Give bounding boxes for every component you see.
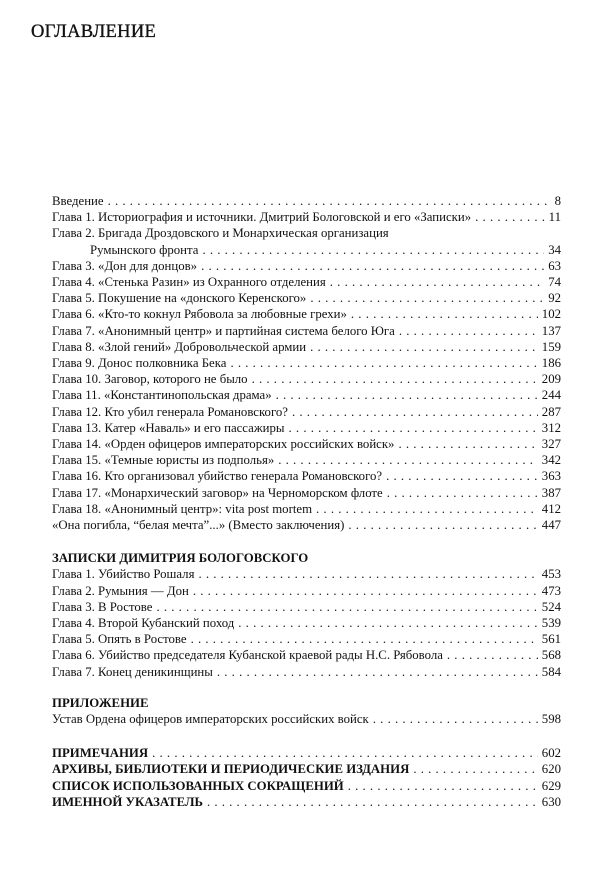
notes-entries (52, 566, 561, 679)
toc-entry-title: Глава 16. Кто организовал убийство генерала Романовского? (52, 469, 383, 484)
toc-entry-page: 447 (541, 518, 561, 533)
appendix-entries (52, 711, 561, 727)
toc-entry-page: 209 (541, 372, 561, 387)
dot-leader (310, 290, 544, 306)
section-heading: ЗАПИСКИ ДИМИТРИЯ БОЛОГОВСКОГО (52, 551, 309, 566)
dot-leader (310, 339, 538, 355)
dot-leader (207, 794, 538, 810)
toc-entry[interactable] (52, 599, 561, 615)
toc-entry[interactable] (52, 209, 561, 225)
toc-entry-title: Глава 17. «Монархический заговор» на Черноморском флоте (52, 485, 383, 500)
toc-entry-title: Глава 8. «Злой гений» Добровольческой армии (52, 339, 307, 354)
toc-entry-title: Глава 9. Донос полковника Бека (52, 356, 227, 371)
dot-leader (108, 193, 551, 209)
dot-leader (316, 501, 538, 517)
toc-entry-title: Глава 2. Румыния — Дон (52, 583, 189, 598)
toc-entry-title: Глава 4. Второй Кубанский поход (52, 616, 235, 631)
toc-entry-title: Глава 4. «Стенька Разин» из Охранного отделения (52, 275, 326, 290)
toc-entry-page: 34 (548, 242, 561, 257)
toc-entry-page: 412 (541, 501, 561, 516)
toc-entry[interactable] (52, 468, 561, 484)
toc-entry-page: 539 (541, 616, 561, 631)
toc-entry[interactable] (52, 420, 561, 436)
dot-leader (217, 664, 538, 680)
toc-entry[interactable] (52, 323, 561, 339)
toc-entry-page: 63 (548, 258, 561, 273)
toc-entry-title: Глава 6. Убийство председателя Кубанской краевой рады Н.С. Рябовола (52, 648, 443, 663)
toc-entry-title: Глава 1. Убийство Рошаля (52, 567, 195, 582)
toc-entry[interactable] (52, 647, 561, 663)
toc-entry-page: 584 (541, 664, 561, 679)
toc-entry-title: Глава 12. Кто убил генерала Романовского? (52, 404, 288, 419)
toc-entry-page: 342 (541, 453, 561, 468)
dot-leader (398, 436, 537, 452)
toc-entry-title: Глава 2. Бригада Дроздовского и Монархическая организация (52, 226, 389, 241)
dot-leader (152, 745, 538, 761)
dot-leader (387, 485, 538, 501)
toc-entry[interactable] (52, 339, 561, 355)
table-of-contents (52, 193, 561, 810)
toc-entry-page: 92 (548, 291, 561, 306)
toc-entry-page: 561 (541, 632, 561, 647)
toc-entry-title: Глава 3. В Ростове (52, 599, 153, 614)
toc-entry-title: Введение (52, 194, 104, 208)
toc-entry-page: 602 (541, 746, 561, 761)
toc-entry[interactable] (52, 242, 561, 258)
toc-entry[interactable] (52, 404, 561, 420)
toc-entry-page: 387 (541, 485, 561, 500)
dot-leader (475, 209, 545, 225)
toc-entry[interactable] (52, 258, 561, 274)
dot-leader (191, 631, 538, 647)
toc-entry-page: 74 (548, 275, 561, 290)
dot-leader (373, 711, 538, 727)
toc-entry[interactable] (52, 761, 561, 777)
main-entries (52, 193, 561, 533)
toc-entry[interactable] (52, 274, 561, 290)
toc-entry[interactable] (52, 745, 561, 761)
toc-entry[interactable] (52, 387, 561, 403)
toc-entry[interactable] (52, 436, 561, 452)
dot-leader (230, 355, 537, 371)
toc-entry-page: 244 (541, 388, 561, 403)
dot-leader (278, 452, 538, 468)
toc-entry-page: 312 (541, 420, 561, 435)
toc-entry-title: Глава 13. Катер «Наваль» и его пассажиры (52, 420, 285, 435)
toc-entry-page: 630 (541, 794, 561, 809)
dot-leader (351, 306, 538, 322)
dot-leader (201, 258, 544, 274)
toc-entry-title: Глава 18. «Анонимный центр»: vita post mortem (52, 501, 313, 516)
dot-leader (386, 468, 538, 484)
toc-entry-title: Глава 10. Заговор, которого не было (52, 372, 248, 387)
toc-entry-title: СПИСОК ИСПОЛЬЗОВАННЫХ СОКРАЩЕНИЙ (52, 778, 344, 793)
dot-leader (447, 647, 538, 663)
toc-entry-page: 524 (541, 599, 561, 614)
toc-entry-title: Глава 11. «Константинопольская драма» (52, 388, 272, 403)
toc-entry[interactable] (52, 664, 561, 680)
toc-entry-title: «Она погибла, “белая мечта”...» (Вместо заключения) (52, 518, 345, 533)
toc-entry-page: 159 (541, 339, 561, 354)
toc-entry-title: Глава 7. Конец деникинщины (52, 664, 213, 679)
toc-entry[interactable] (52, 794, 561, 810)
toc-entry-title: Глава 5. Опять в Ростове (52, 632, 187, 647)
dot-leader (413, 761, 537, 777)
page-title: ОГЛАВЛЕНИЕ (31, 22, 157, 42)
dot-leader (156, 599, 537, 615)
dot-leader (202, 242, 544, 258)
toc-entry-page: 11 (548, 210, 561, 225)
toc-entry[interactable] (52, 306, 561, 322)
toc-entry[interactable] (52, 631, 561, 647)
toc-entry-page: 598 (541, 712, 561, 727)
toc-entry-title: Глава 5. Покушение на «донского Керенского» (52, 291, 307, 306)
toc-entry-page: 473 (541, 583, 561, 598)
dot-leader (330, 274, 544, 290)
dot-leader (292, 404, 538, 420)
toc-entry-page: 327 (541, 437, 561, 452)
section-heading: ПРИЛОЖЕНИЕ (52, 695, 149, 710)
toc-entry-page: 287 (541, 404, 561, 419)
toc-entry[interactable] (52, 193, 561, 209)
dot-leader (252, 371, 538, 387)
toc-entry-page: 102 (541, 307, 561, 322)
toc-entry[interactable] (52, 485, 561, 501)
toc-entry-title: Румынского фронта (90, 242, 199, 257)
toc-entry[interactable] (52, 290, 561, 306)
dot-leader (289, 420, 538, 436)
toc-entry-title: Глава 15. «Темные юристы из подполья» (52, 453, 275, 468)
toc-entry-title: АРХИВЫ, БИБЛИОТЕКИ И ПЕРИОДИЧЕСКИЕ ИЗДАНИЯ (52, 762, 410, 777)
dot-leader (399, 323, 538, 339)
toc-entry[interactable] (52, 615, 561, 631)
toc-entry-page: 453 (541, 567, 561, 582)
toc-entry[interactable] (52, 452, 561, 468)
toc-entry-page: 568 (541, 648, 561, 663)
toc-entry[interactable] (52, 355, 561, 371)
dot-leader (348, 778, 538, 794)
dot-leader (198, 566, 537, 582)
back-matter (52, 745, 561, 810)
toc-entry-page: 363 (541, 469, 561, 484)
toc-entry[interactable] (52, 501, 561, 517)
toc-entry-title: Глава 14. «Орден офицеров императорских российских войск» (52, 437, 395, 452)
dot-leader (348, 517, 537, 533)
dot-leader (238, 615, 538, 631)
toc-entry[interactable] (52, 711, 561, 727)
toc-entry-page: 629 (541, 778, 561, 793)
toc-entry[interactable] (52, 778, 561, 794)
toc-entry[interactable] (52, 371, 561, 387)
toc-entry[interactable] (52, 583, 561, 599)
toc-entry[interactable] (52, 566, 561, 582)
toc-entry-page: 620 (541, 762, 561, 777)
toc-entry-title: Глава 6. «Кто-то кокнул Рябовола за любовные грехи» (52, 307, 347, 322)
toc-entry-title: ИМЕННОЙ УКАЗАТЕЛЬ (52, 794, 203, 809)
toc-entry-title: ПРИМЕЧАНИЯ (52, 746, 149, 761)
toc-entry[interactable] (52, 517, 561, 533)
toc-entry-page: 186 (541, 356, 561, 371)
toc-entry-title: Глава 3. «Дон для донцов» (52, 258, 198, 273)
toc-entry-page: 8 (554, 194, 561, 208)
dot-leader (276, 387, 538, 403)
toc-entry[interactable] (52, 225, 561, 241)
toc-entry-page: 137 (541, 323, 561, 338)
dot-leader (193, 583, 538, 599)
toc-entry-title: Глава 1. Историография и источники. Дмитрий Бологовской и его «Записки» (52, 210, 472, 225)
toc-entry-title: Глава 7. «Анонимный центр» и партийная система белого Юга (52, 323, 395, 338)
toc-entry-title: Устав Ордена офицеров императорских российских войск (52, 712, 369, 727)
